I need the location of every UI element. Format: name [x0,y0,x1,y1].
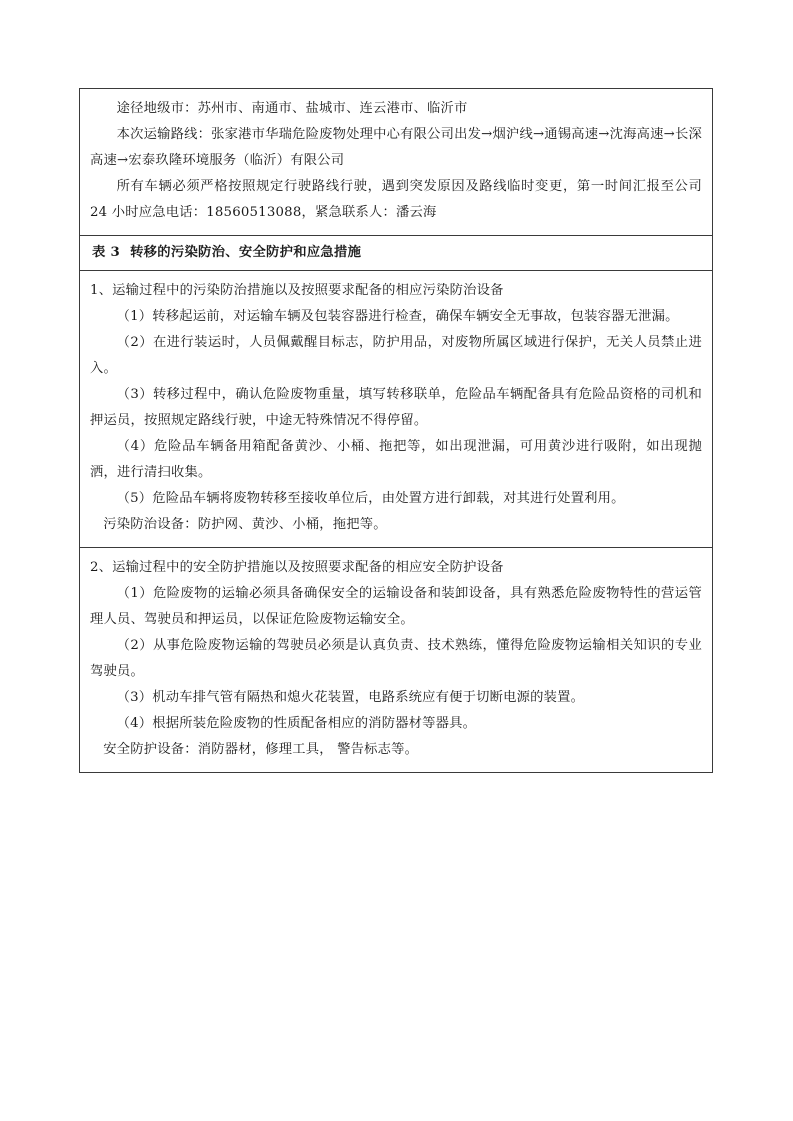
section2-item-4: （4）根据所装危险废物的性质配备相应的消防器材等器具。 [116,716,477,731]
table-number: 表 3 [92,245,121,260]
table-title-text: 转移的污染防治、安全防护和应急措施 [130,245,362,260]
transfer-plan-table [79,88,713,773]
section-safety-protection [80,548,712,772]
section-pollution-control [80,271,712,548]
section1-item-4: （4）危险品车辆备用箱配备黄沙、小桶、拖把等，如出现泄漏，可用黄沙进行吸附，如出现抛洒，进行清扫收集。 [90,439,702,480]
section1-item-2: （2）在进行装运时，人员佩戴醒目标志，防护用品，对废物所属区域进行保护，无关人员禁止进入。 [90,335,702,376]
section2-equipment: 安全防护设备：消防器材，修理工具， 警告标志等。 [103,742,419,757]
route-line-emergency: 所有车辆必须严格按照规定行驶路线行驶，遇到突发原因及路线临时变更，第一时间汇报至公司 24 小时应急电话：18560513088，紧急联系人：潘云海 [90,179,702,220]
section1-equipment: 污染防治设备：防护网、黄沙、小桶，拖把等。 [103,517,387,532]
section2-item-1: （1）危险废物的运输必须具备确保安全的运输设备和装卸设备，具有熟悉危险废物特性的营运管理人员、驾驶员和押运员，以保证危险废物运输安全。 [90,586,702,627]
section1-item-3: （3）转移过程中，确认危险废物重量，填写转移联单，危险品车辆配备具有危险品资格的司机和押运员，按照规定路线行驶，中途无特殊情况不得停留。 [90,387,702,428]
route-block [80,89,712,236]
section2-heading: 2、运输过程中的安全防护措施以及按照要求配备的相应安全防护设备 [90,560,504,575]
route-line-cities: 途径地级市：苏州市、南通市、盐城市、连云港市、临沂市 [116,101,468,116]
route-line-path: 本次运输路线：张家港市华瑞危险废物处理中心有限公司出发→烟沪线→通锡高速→沈海高速→长深高速→宏泰玖隆环境服务（临沂）有限公司 [90,127,702,168]
section2-item-2: （2）从事危险废物运输的驾驶员必须是认真负责、技术熟练，懂得危险废物运输相关知识的专业驾驶员。 [90,638,702,679]
section1-item-5: （5）危险品车辆将废物转移至接收单位后，由处置方进行卸载，对其进行处置利用。 [116,491,625,506]
table-title [92,242,702,264]
table-title-row [80,236,712,271]
section1-heading: 1、运输过程中的污染防治措施以及按照要求配备的相应污染防治设备 [90,283,504,298]
section2-item-3: （3）机动车排气管有隔热和熄火花装置，电路系统应有便于切断电源的装置。 [116,690,585,705]
section1-item-1: （1）转移起运前，对运输车辆及包装容器进行检查，确保车辆安全无事故，包装容器无泄漏。 [116,309,679,324]
